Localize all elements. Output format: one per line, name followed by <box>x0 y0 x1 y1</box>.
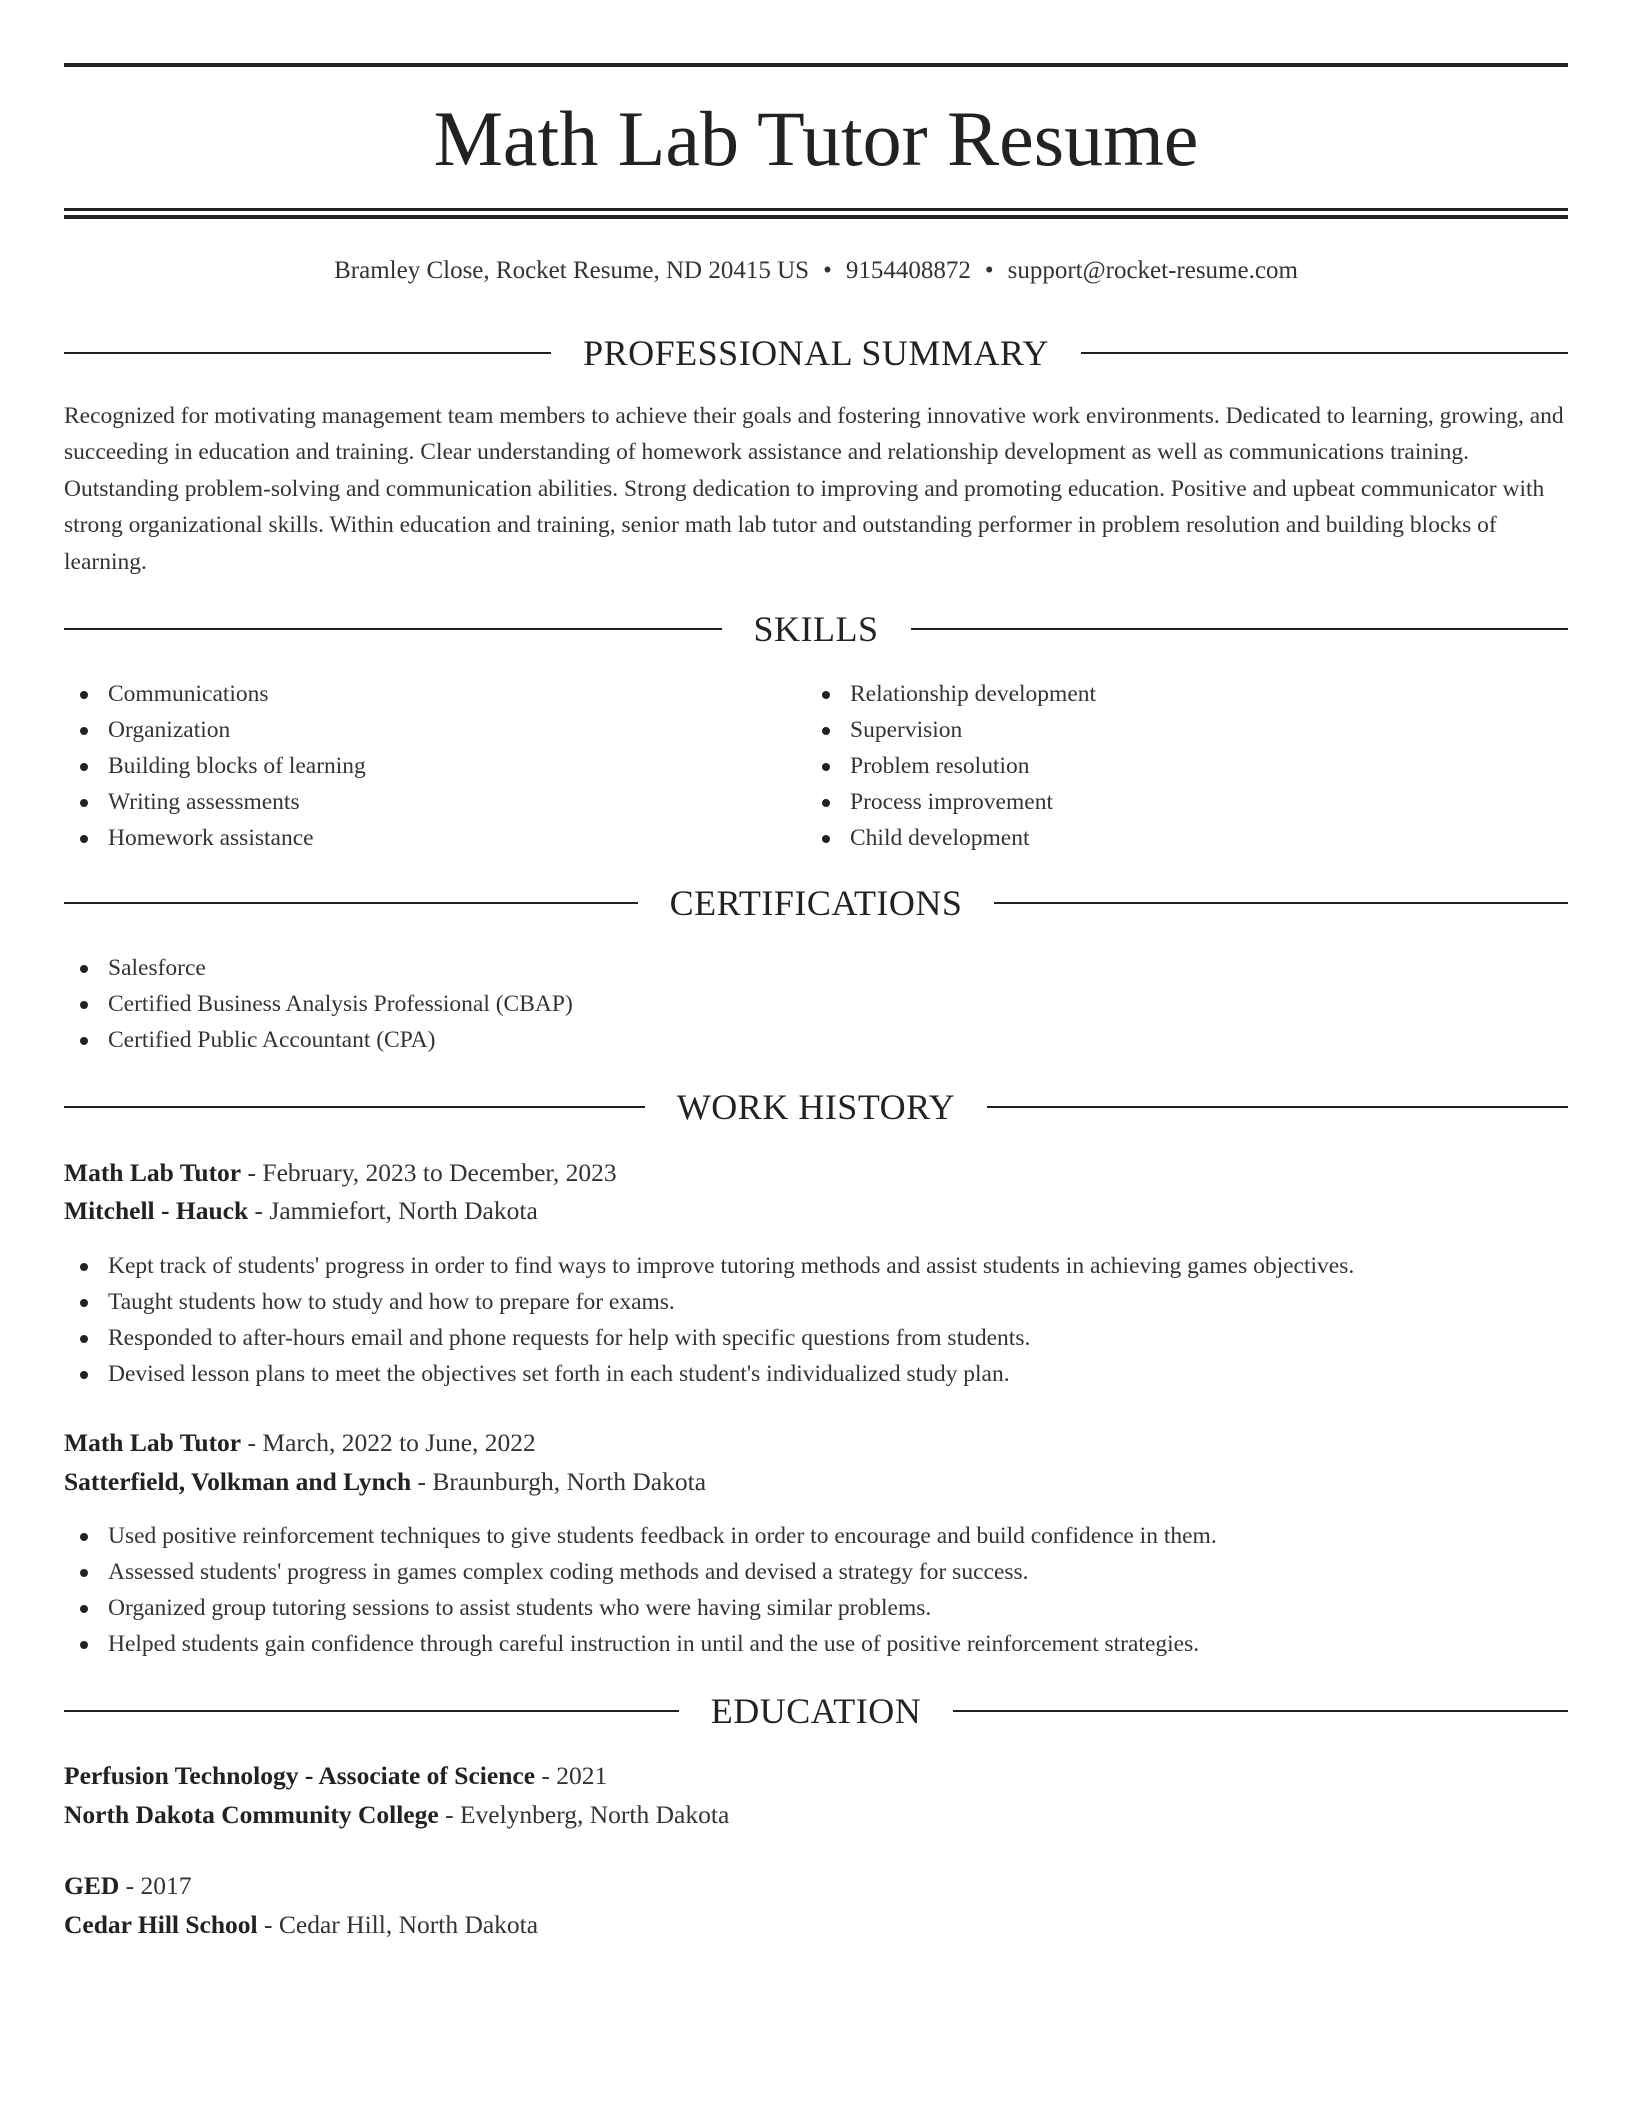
dash: - <box>257 1910 279 1939</box>
education-heading <box>64 1689 1568 1733</box>
education-school: North Dakota Community College <box>64 1800 439 1829</box>
certification-item: Certified Business Analysis Professional (CBAP) <box>64 986 1568 1022</box>
job-bullet: Organized group tutoring sessions to assist students who were having similar problems. <box>64 1590 1568 1626</box>
education-school-line <box>64 1796 1568 1834</box>
heading-rule <box>64 1710 679 1712</box>
skill-item: Child development <box>806 820 1506 856</box>
heading-rule <box>64 1106 645 1108</box>
skill-item: Communications <box>64 676 764 712</box>
education-degree-line <box>64 1867 1568 1905</box>
job-location: Jammiefort, North Dakota <box>269 1196 538 1225</box>
skills-heading <box>64 607 1568 651</box>
summary-heading <box>64 331 1568 375</box>
dash: - <box>438 1800 460 1829</box>
heading-rule <box>64 628 722 630</box>
skill-item: Writing assessments <box>64 784 764 820</box>
skill-item: Building blocks of learning <box>64 748 764 784</box>
skill-item: Process improvement <box>806 784 1506 820</box>
skill-item: Organization <box>64 712 764 748</box>
job-company-line <box>64 1192 1568 1230</box>
heading-rule <box>911 628 1569 630</box>
education-degree: Perfusion Technology - Associate of Science <box>64 1761 536 1790</box>
section-title: CERTIFICATIONS <box>669 883 963 923</box>
page-title: Math Lab Tutor Resume <box>433 95 1199 182</box>
contact-separator: • <box>984 257 994 284</box>
section-title: EDUCATION <box>710 1691 922 1731</box>
certifications-list <box>64 950 1568 1058</box>
job-bullet: Devised lesson plans to meet the objectives set forth in each student's individualized study plan. <box>64 1356 1568 1392</box>
skills-list-right <box>806 676 1506 856</box>
job-title-line <box>64 1154 1568 1192</box>
education-year: 2017 <box>140 1871 192 1900</box>
heading-rule <box>1081 352 1568 354</box>
dash: - <box>411 1467 433 1496</box>
contact-email: support@rocket-resume.com <box>1007 257 1298 284</box>
job-location: Braunburgh, North Dakota <box>432 1467 707 1496</box>
job-title: Math Lab Tutor <box>64 1158 242 1187</box>
dash: - <box>241 1158 263 1187</box>
certification-item: Salesforce <box>64 950 1568 986</box>
education-degree-line <box>64 1757 1568 1795</box>
contact-address: Bramley Close, Rocket Resume, ND 20415 US <box>334 257 810 284</box>
contact-phone: 9154408872 <box>845 257 971 284</box>
education-school: Cedar Hill School <box>64 1910 258 1939</box>
job-bullet-list <box>64 1248 1568 1392</box>
education-location: Cedar Hill, North Dakota <box>278 1910 539 1939</box>
contact-line <box>64 254 1568 288</box>
title-rule-lower <box>64 215 1568 219</box>
dash: - <box>248 1196 270 1225</box>
certifications-heading <box>64 881 1568 925</box>
job-bullet: Used positive reinforcement techniques to give students feedback in order to encourage and build confidence in them. <box>64 1518 1568 1554</box>
section-title: SKILLS <box>753 609 879 649</box>
section-title: PROFESSIONAL SUMMARY <box>583 333 1049 373</box>
skill-item: Relationship development <box>806 676 1506 712</box>
education-location: Evelynberg, North Dakota <box>459 1800 730 1829</box>
section-title: WORK HISTORY <box>676 1087 956 1127</box>
education-school-line <box>64 1906 1568 1944</box>
skill-item: Supervision <box>806 712 1506 748</box>
job-title: Math Lab Tutor <box>64 1428 242 1457</box>
dash: - <box>535 1761 557 1790</box>
heading-rule <box>64 902 638 904</box>
skills-list-left <box>64 676 764 856</box>
job-bullet: Taught students how to study and how to prepare for exams. <box>64 1284 1568 1320</box>
skill-item: Problem resolution <box>806 748 1506 784</box>
title-rule-upper <box>64 208 1568 211</box>
education-degree: GED <box>64 1871 120 1900</box>
job-company: Satterfield, Volkman and Lynch <box>64 1467 412 1496</box>
heading-rule <box>994 902 1568 904</box>
top-rule <box>64 63 1568 67</box>
job-company: Mitchell - Hauck <box>64 1196 249 1225</box>
job-company-line <box>64 1463 1568 1501</box>
heading-rule <box>987 1106 1568 1108</box>
job-bullet: Helped students gain confidence through careful instruction in until and the use of positive reinforcement strategies. <box>64 1626 1568 1662</box>
summary-text: Recognized for motivating management team members to achieve their goals and fostering innovative work environments. Dedicated to learning, growing, and succeeding in education and training. Clear understanding of homework assistance and relationship development as well as communications training. Outstanding problem-solving and communication abilities. Strong dedication to improving and promoting education. Positive and upbeat communicator with strong organizational skills. Within education and training, senior math lab tutor and outstanding performer in problem resolution and building blocks of learning. <box>64 403 1564 575</box>
heading-rule <box>64 352 551 354</box>
heading-rule <box>953 1710 1568 1712</box>
job-bullet: Responded to after-hours email and phone requests for help with specific questions from students. <box>64 1320 1568 1356</box>
job-bullet-list <box>64 1518 1568 1662</box>
work-history-heading <box>64 1085 1568 1129</box>
job-bullet: Assessed students' progress in games complex coding methods and devised a strategy for success. <box>64 1554 1568 1590</box>
job-bullet: Kept track of students' progress in order to find ways to improve tutoring methods and assist students in achieving games objectives. <box>64 1248 1568 1284</box>
job-dates: February, 2023 to December, 2023 <box>262 1158 617 1187</box>
job-title-line <box>64 1424 1568 1462</box>
contact-separator: • <box>823 257 832 284</box>
education-year: 2021 <box>556 1761 608 1790</box>
dash: - <box>241 1428 263 1457</box>
dash: - <box>119 1871 141 1900</box>
skill-item: Homework assistance <box>64 820 764 856</box>
job-dates: March, 2022 to June, 2022 <box>262 1428 536 1457</box>
certification-item: Certified Public Accountant (CPA) <box>64 1022 1568 1058</box>
